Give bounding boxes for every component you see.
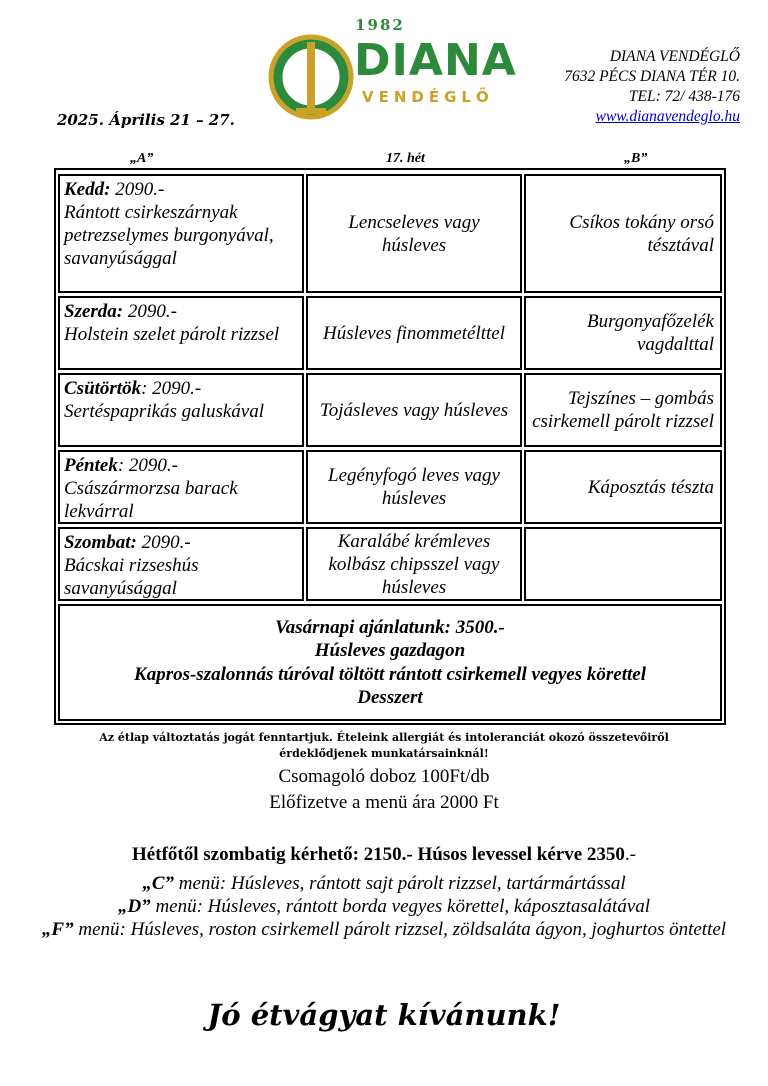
offer-text: Hétfőtől szombatig kérhető: 2150.- Húsos levessel kérve 2350 <box>132 844 625 865</box>
price: 2090.- <box>123 301 177 322</box>
day-label: Kedd: <box>64 179 111 200</box>
column-a-header: „A” <box>130 151 154 166</box>
menu-b-wednesday: Burgonyafőzelék vagdalttal <box>524 296 722 370</box>
menu-d <box>40 895 728 918</box>
menu-code: „C” <box>142 873 175 894</box>
menu-a-wednesday <box>58 296 304 370</box>
website-link[interactable]: www.dianavendeglo.hu <box>595 108 740 125</box>
street-address: 7632 PÉCS DIANA TÉR 10. <box>564 68 740 85</box>
logo <box>262 14 517 114</box>
menu-desc: menü: Húsleves, roston csirkemell párolt rizzsel, zöldsaláta ágyon, joghurtos öntettel <box>73 919 727 940</box>
menu-desc: menü: Húsleves, rántott borda vegyes körettel, káposztasalátával <box>150 896 651 917</box>
prepaid-price: Előfizetve a menü ára 2000 Ft <box>269 792 499 813</box>
sunday-main: Kapros-szalonnás túróval töltött rántott csirkemell vegyes körettel <box>134 663 646 685</box>
menu-a-thursday <box>58 373 304 447</box>
soup-friday: Legényfogó leves vagy húsleves <box>306 450 522 524</box>
soup-wednesday: Húsleves finommetélttel <box>306 296 522 370</box>
price: 2090.- <box>110 179 165 200</box>
day-label: Szombat: <box>64 532 137 553</box>
price: : 2090.- <box>117 455 178 476</box>
menu-f <box>40 918 728 941</box>
offer-suffix: .- <box>624 844 636 865</box>
logo-emblem-icon <box>266 32 356 122</box>
phone: TEL: 72/ 438-176 <box>628 88 740 105</box>
menu-table <box>54 168 726 725</box>
sunday-soup: Húsleves gazdagon <box>314 640 466 661</box>
logo-year: 1982 <box>355 16 405 34</box>
day-label: Csütörtök <box>64 378 142 399</box>
column-b-header: „B” <box>624 151 648 166</box>
dish-a: Császármorzsa barack lekvárral <box>64 478 238 522</box>
menu-b-tuesday: Csíkos tokány orsó tésztával <box>524 174 722 293</box>
dish-a: Rántott csirkeszárnyak petrezselymes burgonyával, savanyúsággal <box>64 202 274 269</box>
menu-b-friday: Káposztás tészta <box>524 450 722 524</box>
day-label: Szerda: <box>64 301 124 322</box>
allergy-notice: Az étlap változtatás jogát fenntartjuk. Ételeink allergiát és intoleranciát okozó összetevőiről érdeklődjenek munkatársainknál! <box>99 731 669 760</box>
price: : 2090.- <box>141 378 202 399</box>
menu-a-tuesday <box>58 174 304 293</box>
menu-b-thursday: Tejszínes – gombás csirkemell párolt rizzsel <box>524 373 722 447</box>
sunday-price: Vasárnapi ajánlatunk: 3500.- <box>275 616 505 638</box>
menu-desc: menü: Húsleves, rántott sajt párolt rizzsel, tartármártással <box>174 873 626 894</box>
menu-code: „D” <box>117 896 151 917</box>
extra-menus <box>40 872 728 941</box>
sunday-offer <box>58 604 722 721</box>
soup-tuesday: Lencseleves vagy húsleves <box>306 174 522 293</box>
week-header: 17. hét <box>386 151 425 166</box>
logo-subtitle: VENDÉGLŐ <box>362 88 494 106</box>
dish-a: Bácskai rizseshús savanyúsággal <box>64 555 199 599</box>
date-range: 2025. Április 21 – 27. <box>57 111 235 129</box>
box-price: Csomagoló doboz 100Ft/db <box>278 766 490 787</box>
dish-a: Sertéspaprikás galuskával <box>64 401 265 422</box>
soup-saturday: Karalábé krémleves kolbász chipsszel vagy húsleves <box>306 527 522 601</box>
menu-c <box>40 872 728 895</box>
day-label: Péntek <box>64 455 118 476</box>
soup-thursday: Tojásleves vagy húsleves <box>306 373 522 447</box>
menu-a-saturday <box>58 527 304 601</box>
sunday-dessert: Desszert <box>357 687 423 708</box>
price: 2090.- <box>136 532 191 553</box>
restaurant-name: DIANA VENDÉGLŐ <box>609 48 740 65</box>
dish-a: Holstein szelet párolt rizzsel <box>64 324 280 345</box>
menu-b-saturday <box>524 527 722 601</box>
weekday-offer <box>0 844 768 866</box>
menu-code: „F” <box>41 919 74 940</box>
menu-a-friday <box>58 450 304 524</box>
address-block <box>564 47 740 127</box>
closing-message: Jó étvágyat kívánunk! <box>207 998 561 1032</box>
logo-name: DIANA <box>354 35 517 86</box>
